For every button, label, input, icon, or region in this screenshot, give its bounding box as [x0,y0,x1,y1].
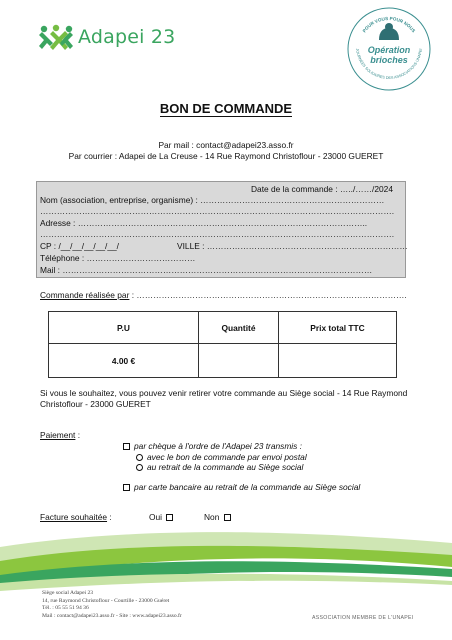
cheque-checkbox[interactable] [123,443,130,450]
contact-courrier: Par courrier : Adapei de La Creuse - 14 Rue Raymond Christoflour - 23000 GUERET [68,151,384,161]
order-date-field[interactable]: Date de la commande : …../……/2024 [251,184,393,194]
city-field[interactable]: VILLE : ……………………………………………………………… [177,241,408,251]
table-row [49,344,397,378]
quantity-cell[interactable] [199,344,279,378]
payment-cheque-option[interactable]: par chèque à l'ordre de l'Adapei 23 transmis : [123,441,302,451]
pickup-radio[interactable] [136,464,143,471]
decorative-green-waves [0,525,452,600]
ordered-by-label: Commande réalisée par [40,290,130,300]
header-unit-price: P.U [49,312,199,344]
ordered-by-field[interactable]: Commande réalisée par : ……………………………………………………………………………………. [40,290,407,300]
customer-form [36,181,406,278]
cheque-postal-option[interactable]: avec le bon de commande par envoi postal [136,452,307,462]
footer-unapei-membership: ASSOCIATION MEMBRE DE L'UNAPEI [312,615,414,621]
cheque-pickup-option[interactable]: au retrait de la commande au Siège social [136,462,303,472]
total-price-cell[interactable] [279,344,397,378]
invoice-yes-checkbox[interactable] [166,514,173,521]
adapei-people-icon [38,24,74,50]
order-table [48,311,397,378]
payment-card-option[interactable]: par carte bancaire au retrait de la commande au Siège social [123,482,360,492]
brand-name: Adapei 23 [78,26,176,48]
adapei-logo [38,24,175,50]
header-total-price: Prix total TTC [279,312,397,344]
seal-side-text: JOURNÉES SOLIDAIRES DES ASSOCIATIONS UNAPEI [355,48,423,81]
phone-field[interactable]: Téléphone : ………………………………… [40,253,196,263]
invoice-no-checkbox[interactable] [224,514,231,521]
seal-top-text: POUR VOUS POUR NOUS [361,15,417,34]
payment-heading: Paiement : [40,430,81,440]
name-field-continued[interactable]: ………………………………………………………………………………………………………………. [40,206,395,216]
ordered-by-dots: ……………………………………………………………………………………. [136,290,407,300]
table-header-row [49,312,397,344]
card-checkbox[interactable] [123,484,130,491]
email-field[interactable]: Mail : ………………………………………………………………………………………………… [40,265,373,275]
postal-code-field[interactable]: CP : /__/__/__/__/__/ [40,241,120,251]
operation-brioches-seal [346,6,432,92]
invoice-label: Facture souhaitée : [40,512,112,522]
invoice-no-option[interactable]: Non [204,512,235,522]
header-quantity: Quantité [199,312,279,344]
invoice-yes-option[interactable]: Oui [149,512,177,522]
seal-line2: brioches [370,55,408,65]
pickup-info: Si vous le souhaitez, vous pouvez venir retirer votre commande au Siège social - 14 Rue Raymond Christoflour - 23000 GUERET [40,388,408,409]
seal-line1: Opération [367,45,411,55]
address-field[interactable]: Adresse : ………………………………………………………………………………………….. [40,218,368,228]
name-field[interactable]: Nom (association, entreprise, organisme) : ………………………………………………………… [40,195,385,205]
contact-mail: Par mail : contact@adapei23.asso.fr [158,140,294,150]
address-field-continued[interactable]: ………………………………………………………………………………………………………………. [40,229,395,239]
postal-radio[interactable] [136,454,143,461]
page-title: BON DE COMMANDE [159,101,293,116]
footer-address: Siège social Adapei 23 14, rue Raymond Christoflour - Courtille - 23000 Guéret Tél. : 05 55 51 94 36 Mail : contact@adapei23.asso.fr - Site : www.adapei23.asso.fr [42,590,182,619]
unit-price-cell: 4.00 € [49,344,199,378]
